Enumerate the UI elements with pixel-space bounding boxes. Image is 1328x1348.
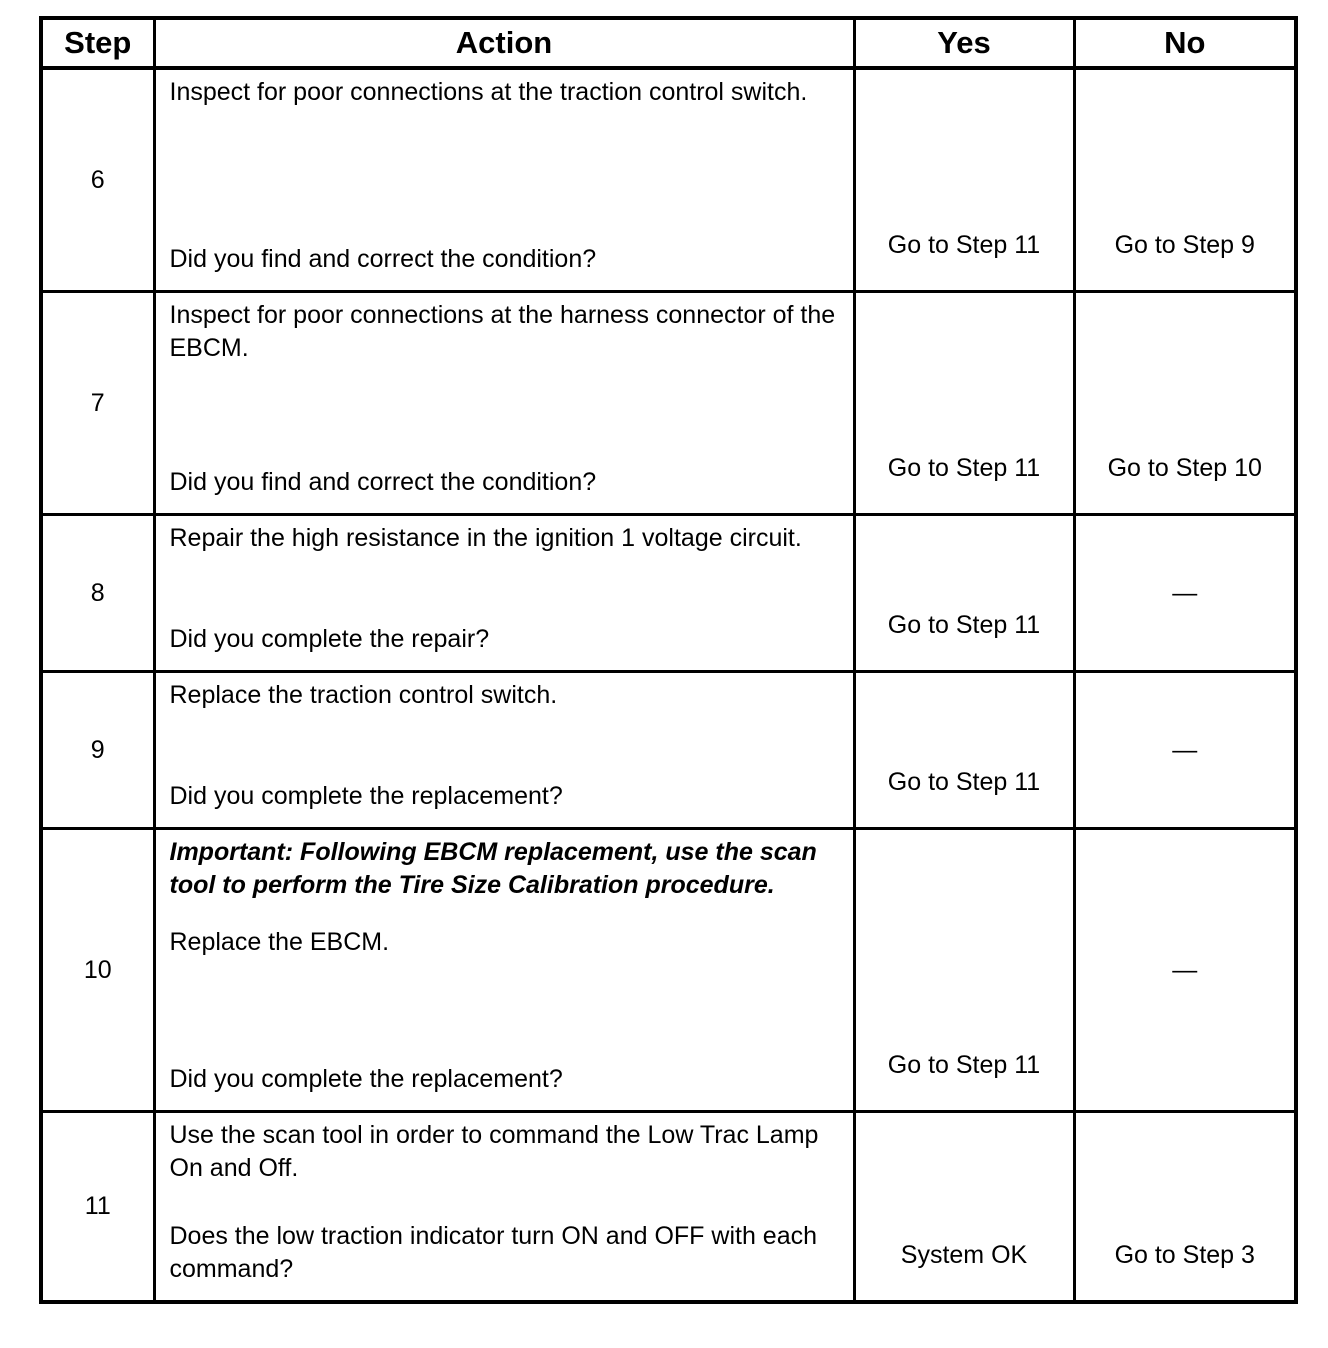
header-step: Step <box>41 18 154 68</box>
action-text: Use the scan tool in order to command the Low Trac Lamp On and Off. <box>169 1121 819 1182</box>
yes-cell <box>854 829 1074 1112</box>
yes-cell <box>854 292 1074 515</box>
no-result: Go to Step 10 <box>1107 454 1262 482</box>
action-text: Inspect for poor connections at the harness connector of the EBCM. <box>169 301 836 362</box>
no-cell <box>1074 515 1296 672</box>
header-yes: Yes <box>854 18 1074 68</box>
yes-result: Go to Step 11 <box>887 768 1041 796</box>
yes-cell <box>854 515 1074 672</box>
no-cell <box>1074 292 1296 515</box>
yes-result: Go to Step 11 <box>887 611 1041 639</box>
table-row <box>41 672 1296 829</box>
action-cell <box>154 829 854 1112</box>
no-result-dash: — <box>1172 736 1198 764</box>
action-question: Did you complete the repair? <box>169 625 490 653</box>
step-number: 8 <box>41 515 154 672</box>
yes-result: Go to Step 11 <box>887 231 1041 259</box>
step-number: 6 <box>41 68 154 292</box>
action-question: Did you complete the replacement? <box>169 782 563 810</box>
action-cell <box>154 1112 854 1303</box>
no-result-dash: — <box>1172 956 1198 984</box>
no-cell <box>1074 1112 1296 1303</box>
no-result: Go to Step 3 <box>1114 1241 1255 1269</box>
table-row <box>41 1112 1296 1303</box>
no-result-dash: — <box>1172 579 1198 607</box>
action-question: Did you find and correct the condition? <box>169 245 597 273</box>
no-result: Go to Step 9 <box>1114 231 1255 259</box>
action-text: Replace the EBCM. <box>169 928 390 956</box>
action-cell <box>154 672 854 829</box>
table-row <box>41 829 1296 1112</box>
step-number: 7 <box>41 292 154 515</box>
table-row <box>41 68 1296 292</box>
yes-result: Go to Step 11 <box>887 454 1041 482</box>
step-number: 11 <box>41 1112 154 1303</box>
yes-cell <box>854 68 1074 292</box>
action-question: Does the low traction indicator turn ON and OFF with each command? <box>169 1222 818 1283</box>
action-text: Inspect for poor connections at the traction control switch. <box>169 78 808 106</box>
header-row <box>41 18 1296 68</box>
header-action: Action <box>154 18 854 68</box>
action-cell <box>154 68 854 292</box>
yes-result: System OK <box>900 1241 1028 1269</box>
table-row <box>41 515 1296 672</box>
no-cell <box>1074 672 1296 829</box>
action-question: Did you complete the replacement? <box>169 1065 563 1093</box>
table-row <box>41 292 1296 515</box>
yes-cell <box>854 672 1074 829</box>
step-number: 10 <box>41 829 154 1112</box>
action-text: Repair the high resistance in the ignition 1 voltage circuit. <box>169 524 802 552</box>
step-number: 9 <box>41 672 154 829</box>
action-question: Did you find and correct the condition? <box>169 468 597 496</box>
action-cell <box>154 292 854 515</box>
important-note: Important: Following EBCM replacement, use the scan tool to perform the Tire Size Calibration procedure. <box>169 838 817 899</box>
action-cell <box>154 515 854 672</box>
yes-result: Go to Step 11 <box>887 1051 1041 1079</box>
action-text: Replace the traction control switch. <box>169 681 558 709</box>
header-no: No <box>1074 18 1296 68</box>
yes-cell <box>854 1112 1074 1303</box>
no-cell <box>1074 68 1296 292</box>
no-cell <box>1074 829 1296 1112</box>
diagnostic-table <box>39 16 1298 1304</box>
